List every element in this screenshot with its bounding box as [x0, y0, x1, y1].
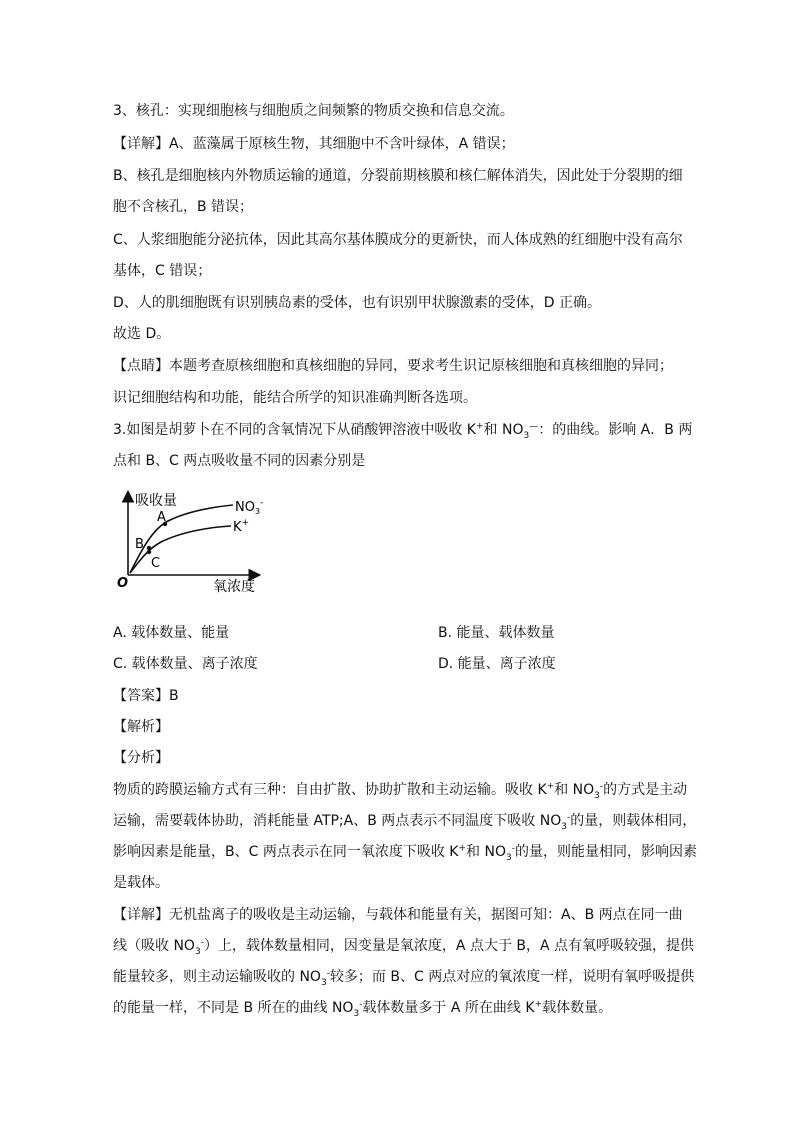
- text-line-p10: 识记细胞结构和功能，能结合所学的知识准确判断各选项。: [113, 390, 477, 406]
- question-text: 3.如图是胡萝卜在不同的含氧情况下从硝酸钾溶液中吸收 K: [113, 422, 476, 438]
- subscript: 3: [523, 430, 530, 441]
- text-line-p6: 基体，C 错误；: [113, 263, 212, 279]
- detail-text: 较多；而 B、C 两点对应的氧浓度一样，说明有氧呼吸提供: [329, 969, 695, 985]
- text-line-p9: 【点睛】本题考查原核细胞和真核细胞的异同，要求考生识记原核细胞和真核细胞的异同；: [113, 358, 673, 374]
- analysis-line-1: [113, 781, 687, 799]
- analysis-text: 运输，需要载体协助，消耗能量 ATP;A、B 两点表示不同温度下吸收 NO: [113, 813, 562, 829]
- question-text: 和 NO: [483, 422, 524, 438]
- text-line-p5: C、人浆细胞能分泌抗体，因此其高尔基体膜成分的更新快，而人体成熟的红细胞中没有高尔: [113, 232, 683, 248]
- text-line-p4: 胞不含核孔，B 错误；: [113, 199, 254, 215]
- analysis-line-4: 是载体。: [113, 875, 169, 891]
- text-line-p8: 故选 D。: [113, 326, 171, 342]
- fenxi-heading: 【分析】: [113, 750, 169, 766]
- k-curve-label: K+: [233, 518, 250, 535]
- x-axis-label: 氧浓度: [213, 579, 255, 595]
- text-line-p7: D、人的肌细胞既有识别胰岛素的受体，也有识别甲状腺激素的受体，D 正确。: [113, 295, 602, 311]
- option-d: D. 能量、离子浓度: [438, 656, 556, 672]
- subscript: 3: [353, 1008, 360, 1019]
- subscript: 3: [505, 852, 512, 863]
- subscript: 3: [194, 946, 201, 957]
- answer: 【答案】B: [113, 688, 179, 704]
- subscript: 3: [320, 977, 327, 988]
- question-line-2: 点和 B、C 两点吸收量不同的因素分别是: [113, 453, 366, 469]
- k-curve: [130, 526, 231, 573]
- detail-text: 的能量一样，不同是 B 所在的曲线 NO: [113, 1000, 354, 1016]
- point-c-label: C: [151, 556, 161, 571]
- analysis-text: 的量，则能量相同，影响因素: [514, 844, 697, 860]
- option-b: B. 能量、载体数量: [438, 625, 555, 641]
- point-a-label: A: [157, 510, 166, 525]
- origin-label: O: [117, 576, 129, 591]
- detail-text: 载体数量。: [542, 1000, 613, 1016]
- analysis-text: 的方式是主动: [603, 782, 688, 798]
- jiexi-heading: 【解析】: [113, 719, 169, 735]
- absorption-curve-figure: [113, 487, 273, 599]
- detail-text: 能量较多，则主动运输吸收的 NO: [113, 969, 321, 985]
- no3-curve-label: $NO_3^-$: [235, 498, 264, 516]
- text-line-p1: 3、核孔：实现细胞核与细胞质之间频繁的物质交换和信息交流。: [113, 103, 514, 119]
- superscript: -: [326, 968, 330, 979]
- option-c: C. 载体数量、离子浓度: [113, 656, 258, 672]
- superscript: +: [476, 421, 484, 432]
- detail-text: 线（吸收 NO: [113, 938, 195, 954]
- text-line-p2: 【详解】A、蓝藻属于原核生物，其细胞中不含叶绿体，A 错误；: [113, 136, 515, 152]
- text-line-p3: B、核孔是细胞核内外物质运输的通道，分裂前期核膜和核仁解体消失，因此处于分裂期的细: [113, 168, 683, 184]
- detail-line-3: [113, 968, 694, 986]
- point-c-marker: [147, 550, 151, 554]
- y-axis-label: 吸收量: [135, 493, 177, 509]
- analysis-text: 影响因素是能量，B、C 两点表示在同一氧浓度下吸收 K: [113, 844, 459, 860]
- point-b-marker: [147, 546, 151, 550]
- question-text: ：的曲线。影响 A．B 两: [538, 422, 693, 438]
- subscript: 3: [594, 790, 600, 801]
- detail-text: ）上，载体数量相同，因变量是氧浓度，A 点大于 B，A 点有氧呼吸较强，提供: [203, 938, 695, 954]
- option-a: A. 载体数量、能量: [113, 625, 230, 641]
- analysis-text: 物质的跨膜运输方式有三种：自由扩散、协助扩散和主动运输。吸收 K: [113, 782, 547, 798]
- superscript: -: [200, 937, 204, 948]
- detail-line-1: 【详解】无机盐离子的吸收是主动运输，与载体和能量有关，据图可知：A、B 两点在同一曲: [113, 907, 683, 923]
- superscript: —: [529, 421, 539, 432]
- superscript: -: [599, 781, 604, 792]
- superscript: -: [511, 843, 515, 854]
- analysis-line-2: [113, 812, 696, 830]
- question-line-1: [113, 421, 692, 439]
- analysis-line-3: [113, 843, 697, 861]
- subscript: 3: [561, 821, 567, 832]
- superscript: -: [359, 999, 363, 1010]
- superscript: -: [566, 812, 571, 823]
- detail-text: 载体数量多于 A 所在曲线 K: [362, 1000, 535, 1016]
- analysis-text: 和 NO: [554, 782, 595, 798]
- superscript: +: [546, 781, 555, 792]
- analysis-text: 的量，则载体相同，: [570, 813, 697, 829]
- superscript: +: [534, 999, 543, 1010]
- point-b-label: B: [135, 537, 144, 552]
- detail-line-2: [113, 937, 694, 955]
- detail-line-4: [113, 999, 612, 1017]
- no3-curve: [130, 505, 233, 573]
- superscript: +: [458, 843, 467, 854]
- analysis-text: 和 NO: [466, 844, 506, 860]
